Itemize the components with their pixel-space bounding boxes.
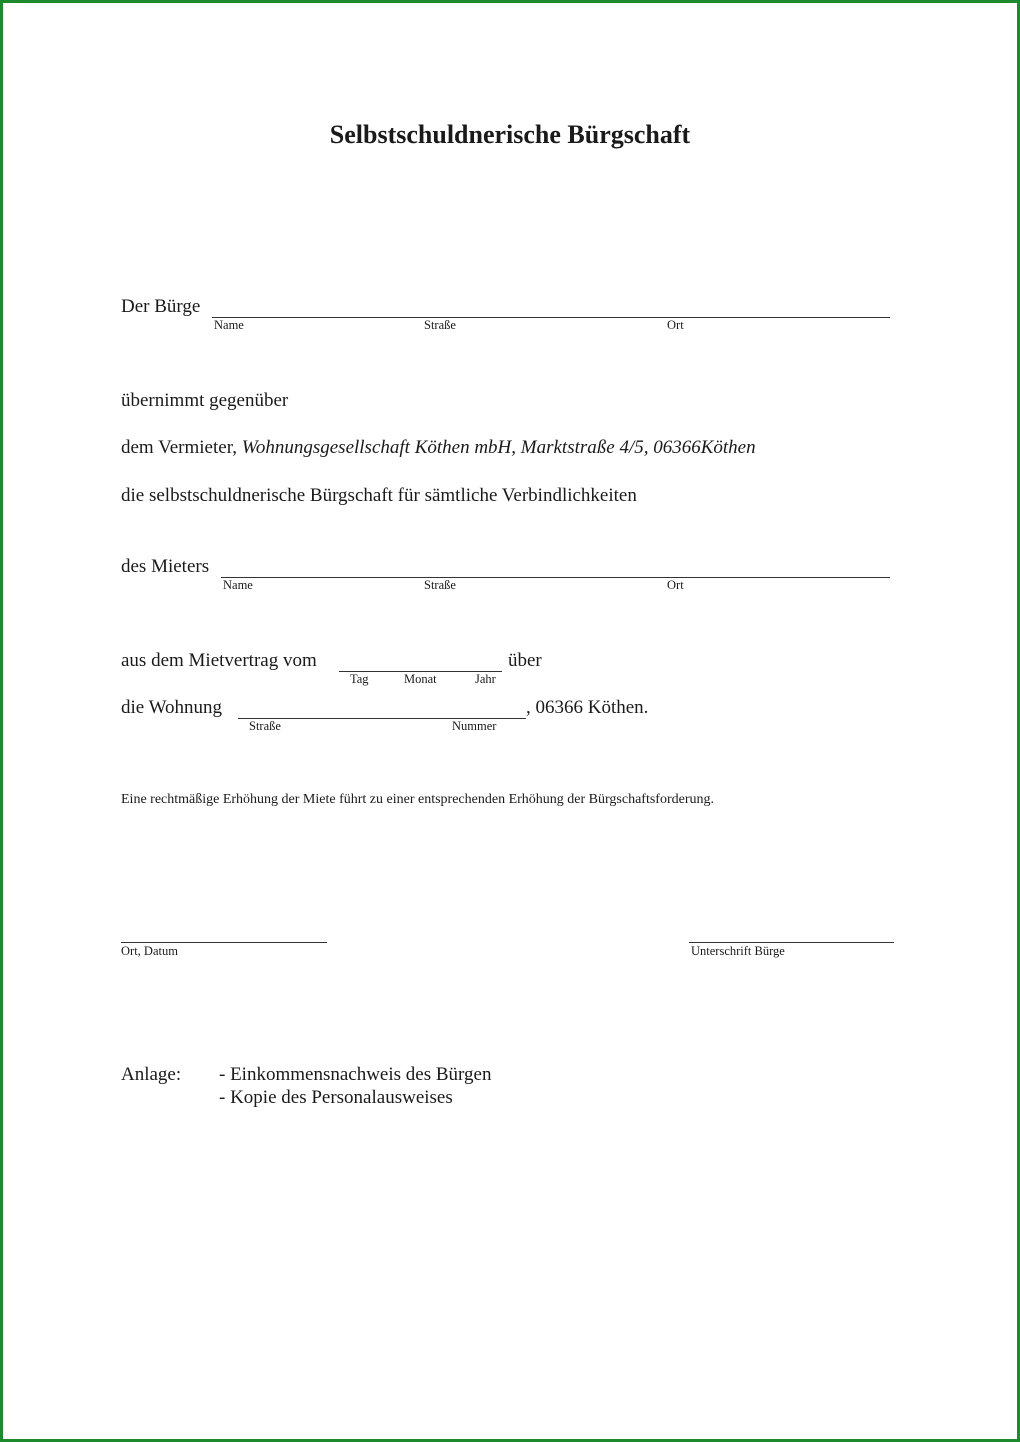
guarantor-city-label: Ort bbox=[667, 318, 684, 332]
contract-year-label: Jahr bbox=[475, 672, 496, 686]
guarantor-name-label: Name bbox=[214, 318, 244, 332]
apartment-prefix: die Wohnung bbox=[121, 697, 223, 718]
place-date-line[interactable] bbox=[121, 942, 327, 943]
apartment-suffix: , 06366 Köthen. bbox=[526, 697, 649, 718]
signature-line[interactable] bbox=[689, 942, 894, 943]
tenant-street-label: Straße bbox=[424, 578, 456, 592]
landlord-prefix: dem Vermieter, bbox=[121, 437, 242, 458]
apartment-number-label: Nummer bbox=[452, 719, 497, 733]
document-title: Selbstschuldnerische Bürgschaft bbox=[329, 120, 691, 149]
signature-label: Unterschrift Bürge bbox=[691, 944, 785, 958]
takes-over-text: übernimmt gegenüber bbox=[121, 390, 289, 411]
rent-increase-note: Eine rechtmäßige Erhöhung der Miete führt zu einer entsprechenden Erhöhung der Bürgschaftsforderung. bbox=[121, 792, 714, 807]
tenant-city-label: Ort bbox=[667, 578, 684, 592]
guarantor-label: Der Bürge bbox=[121, 296, 201, 317]
guarantor-street-label: Straße bbox=[424, 318, 456, 332]
contract-month-label: Monat bbox=[404, 672, 437, 686]
attachment-item: - Einkommensnachweis des Bürgen bbox=[219, 1064, 492, 1085]
apartment-street-label: Straße bbox=[249, 719, 281, 733]
landlord-line bbox=[121, 437, 756, 459]
guarantee-text: die selbstschuldnerische Bürgschaft für sämtliche Verbindlichkeiten bbox=[121, 485, 637, 506]
contract-suffix: über bbox=[508, 650, 542, 671]
tenant-label: des Mieters bbox=[121, 556, 210, 577]
tenant-input-line[interactable] bbox=[221, 577, 890, 578]
contract-prefix: aus dem Mietvertrag vom bbox=[121, 650, 317, 671]
tenant-name-label: Name bbox=[223, 578, 253, 592]
guarantor-input-line[interactable] bbox=[212, 317, 890, 318]
attachment-item: - Kopie des Personalausweises bbox=[219, 1087, 453, 1108]
contract-day-label: Tag bbox=[350, 672, 369, 686]
attachments-label: Anlage: bbox=[121, 1064, 182, 1085]
landlord-name: Wohnungsgesellschaft Köthen mbH, Marktstraße 4/5, 06366Köthen bbox=[241, 437, 756, 458]
place-date-label: Ort, Datum bbox=[121, 944, 178, 958]
